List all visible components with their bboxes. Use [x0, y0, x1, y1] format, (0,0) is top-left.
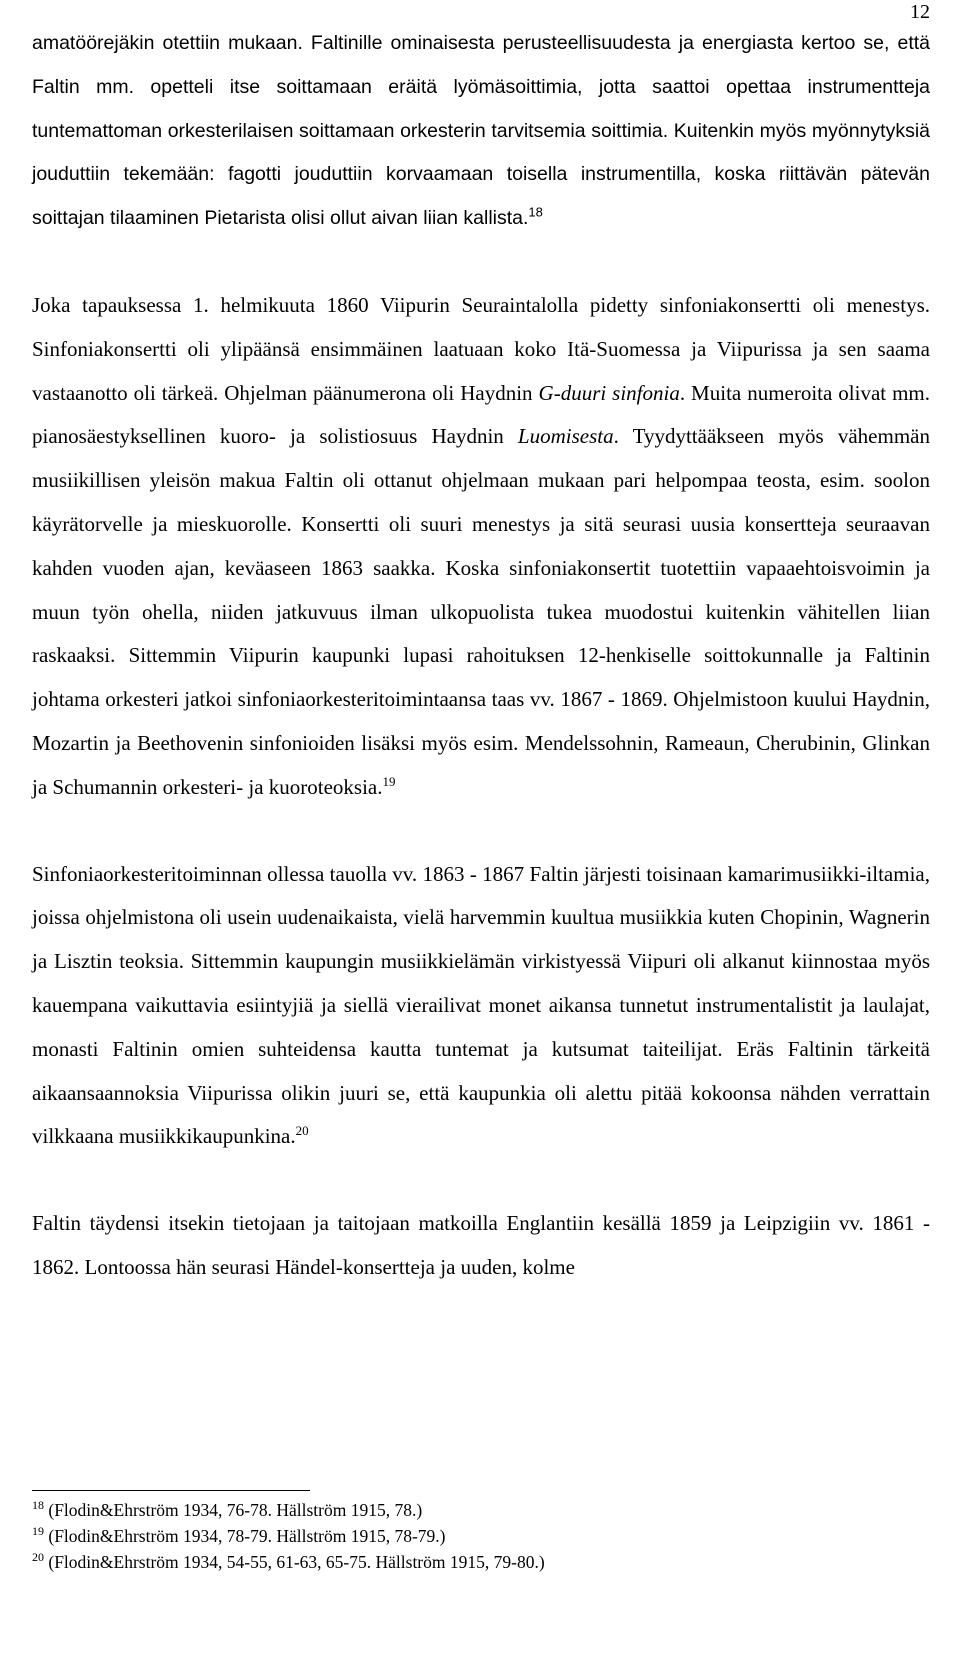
footnote-number: 20	[32, 1550, 44, 1565]
paragraph-3-text: Sinfoniaorkesteritoiminnan ollessa tauolla vv. 1863 - 1867 Faltin järjesti toisinaan kamarimusiikki-iltamia, joissa ohjelmistona oli usein uudenaikaista, vielä harvemmin kuultua musiikkia kuten Chopinin, Wagnerin ja Lisztin teoksia. Sittemmin kaupungin musiikkielämän virkistyessä Viipuri oli alkanut kiinnostaa myös kauempana vaikuttavia esiintyjiä ja siellä vierailivat monet aikansa tunnetut instrumentalistit ja laulajat, monasti Faltinin omien suhteidensa kautta tuntemat ja kutsumat taiteilijat. Eräs Faltinin tärkeitä aikaansaannoksia Viipurissa olikin juuri se, että kaupunkia oli alettu pitää kokoonsa nähden verrattain vilkkaana musiikkikaupunkina.	[32, 861, 930, 1149]
footnote-ref-20: 20	[295, 1123, 309, 1139]
paragraph-2-text-c: . Tyydyttääkseen myös vähemmän musiikillisen yleisön makua Faltin oli ottanut ohjelmaan mukaan pari helpompaa teosta, esim. soolon käyrätorvelle ja mieskuorolle. Konsertti oli suuri menestys ja sitä seurasi uusia konsertteja seuraavan kahden vuoden ajan, keväaseen 1863 saakka. Koska sinfoniakonsertit tuotettiin vapaaehtoisvoimin ja muun työn ohella, niiden jatkuvuus ilman ulkopuolista tukea muodostui kuitenkin vähitellen liian raskaaksi. Sittemmin Viipurin kaupunki lupasi rahoituksen 12-henkiselle soittokunnalle ja Faltinin johtama orkesteri jatkoi sinfoniaorkesteritoimintaansa taas vv. 1867 - 1869. Ohjelmistoon kuului Haydnin, Mozartin ja Beethovenin sinfonioiden lisäksi myös esim. Mendelssohnin, Rameaun, Cherubinin, Glinkan ja Schumannin orkesteri- ja kuoroteoksia.	[32, 424, 930, 799]
paragraph-2-italic-creation: Luomisesta	[517, 424, 614, 449]
paragraph-2-text-a: Joka tapauksessa 1. helmikuuta 1860 Viipurin Seuraintalolla pidetty sinfoniakonsertti oli menestys. Sinfoniakonsertti oli ylipäänsä ensimmäinen laatuaan koko Itä-Suomessa ja Viipurissa ja sen saama vastaanotto oli tärkeä. Ohjelman päänumerona oli Haydnin	[32, 292, 930, 405]
footnote-text: (Flodin&Ehrström 1934, 76-78. Hällström 1915, 78.)	[48, 1500, 423, 1520]
footnote-ref-19: 19	[382, 773, 396, 789]
footnote-text: (Flodin&Ehrström 1934, 78-79. Hällström 1915, 78-79.)	[48, 1526, 446, 1546]
paragraph-4-text: Faltin täydensi itsekin tietojaan ja taitojaan matkoilla Englantiin kesällä 1859 ja Leipzigiin vv. 1861 - 1862. Lontoossa hän seurasi Händel-konsertteja ja uuden, kolme	[32, 1211, 930, 1279]
footnote-ref-18: 18	[528, 204, 543, 220]
paragraph-1	[32, 22, 930, 241]
paragraph-2-italic-symphony: G-duuri sinfonia	[538, 380, 680, 405]
footnotes	[32, 1490, 930, 1575]
page-number: 12	[910, 1, 930, 23]
paragraph-3	[32, 853, 930, 1160]
footnote-number: 18	[32, 1498, 44, 1513]
paragraph-1-text: amatööre​jäkin otettiin mukaan. Faltinille ominaisesta perusteellisuudesta ja energiasta kertoo se, että Faltin mm. opetteli itse soittamaan eräitä lyömäsoittimia, jotta saattoi opettaa instrumentteja tuntemattoman orkesterilaisen soittamaan orkesterin tarvitsemia soittimia. Kuitenkin myös myönnytyksiä jouduttiin tekemään: fagotti jouduttiin korvaamaan toisella instrumentilla, koska riittävän pätevän soittajan tilaaminen Pietarista olisi ollut aivan liian kallista.	[32, 32, 930, 230]
paragraph-4	[32, 1202, 930, 1290]
paragraph-2-text-b: . Muita numeroita olivat mm. pianosäestyksellinen kuoro- ja solistiosuus Haydnin	[32, 380, 931, 449]
paragraph-2	[32, 284, 930, 810]
footnote-text: (Flodin&Ehrström 1934, 54-55, 61-63, 65-75. Hällström 1915, 79-80.)	[48, 1552, 545, 1572]
footnote-20	[32, 1549, 930, 1575]
footnote-19	[32, 1523, 930, 1549]
footnote-18	[32, 1497, 930, 1523]
footnote-number: 19	[32, 1524, 44, 1539]
footnote-separator	[32, 1490, 310, 1491]
